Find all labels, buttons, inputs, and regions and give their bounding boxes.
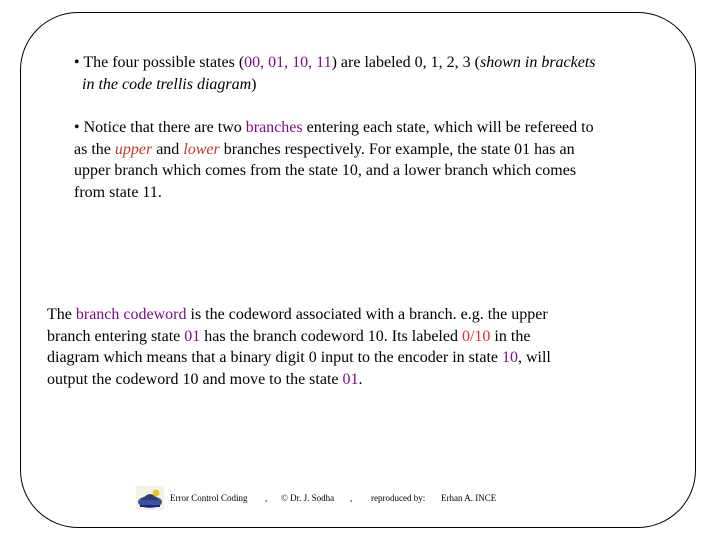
term-upper: upper: [114, 140, 153, 158]
branches-line-4: from state 11.: [74, 183, 162, 201]
states-line-1: • The four possible states (00, 01, 10, 11) are labeled 0, 1, 2, 3 (shown in brackets: [74, 54, 596, 71]
codeword-line-1: The branch codeword is the codeword associated with a branch. e.g. the upper: [47, 306, 548, 323]
branches-line-1: • Notice that there are two branches entering each state, which will be refereed to: [74, 119, 594, 136]
footer-reproduced-label: reproduced by:: [371, 493, 426, 503]
footer-author: © Dr. J. Sodha: [281, 493, 335, 503]
codeword-line-4: output the codeword 10 and move to the state 01.: [47, 370, 363, 388]
state-list: 00, 01, 10, 11: [244, 54, 332, 71]
slide-footer: [0, 486, 720, 512]
codeword-line-3: diagram which means that a binary digit 0 input to the encoder in state 10, will: [47, 349, 551, 366]
footer-course: Error Control Coding: [170, 493, 248, 503]
states-line-2: in the code trellis diagram): [82, 75, 257, 93]
term-branch-codeword: branch codeword: [75, 306, 187, 323]
codeword-line-2: branch entering state 01 has the branch codeword 10. Its labeled 0/10 in the: [47, 327, 531, 345]
footer-separator: ,: [265, 493, 268, 503]
footer-separator: ,: [350, 493, 353, 503]
footer-reproducer: Erhan A. INCE: [441, 493, 497, 503]
term-lower: lower: [183, 140, 220, 158]
term-branches: branches: [245, 119, 303, 136]
branches-line-3: upper branch which comes from the state 10, and a lower branch which comes: [74, 162, 577, 179]
branch-label: 0/10: [461, 327, 491, 345]
branches-line-2: as the upper and lower branches respectively. For example, the state 01 has an: [74, 140, 575, 158]
codeword-paragraph: [47, 304, 551, 390]
states-paragraph: [74, 52, 596, 95]
logo-icon: [136, 486, 164, 510]
branches-paragraph: [74, 117, 594, 203]
